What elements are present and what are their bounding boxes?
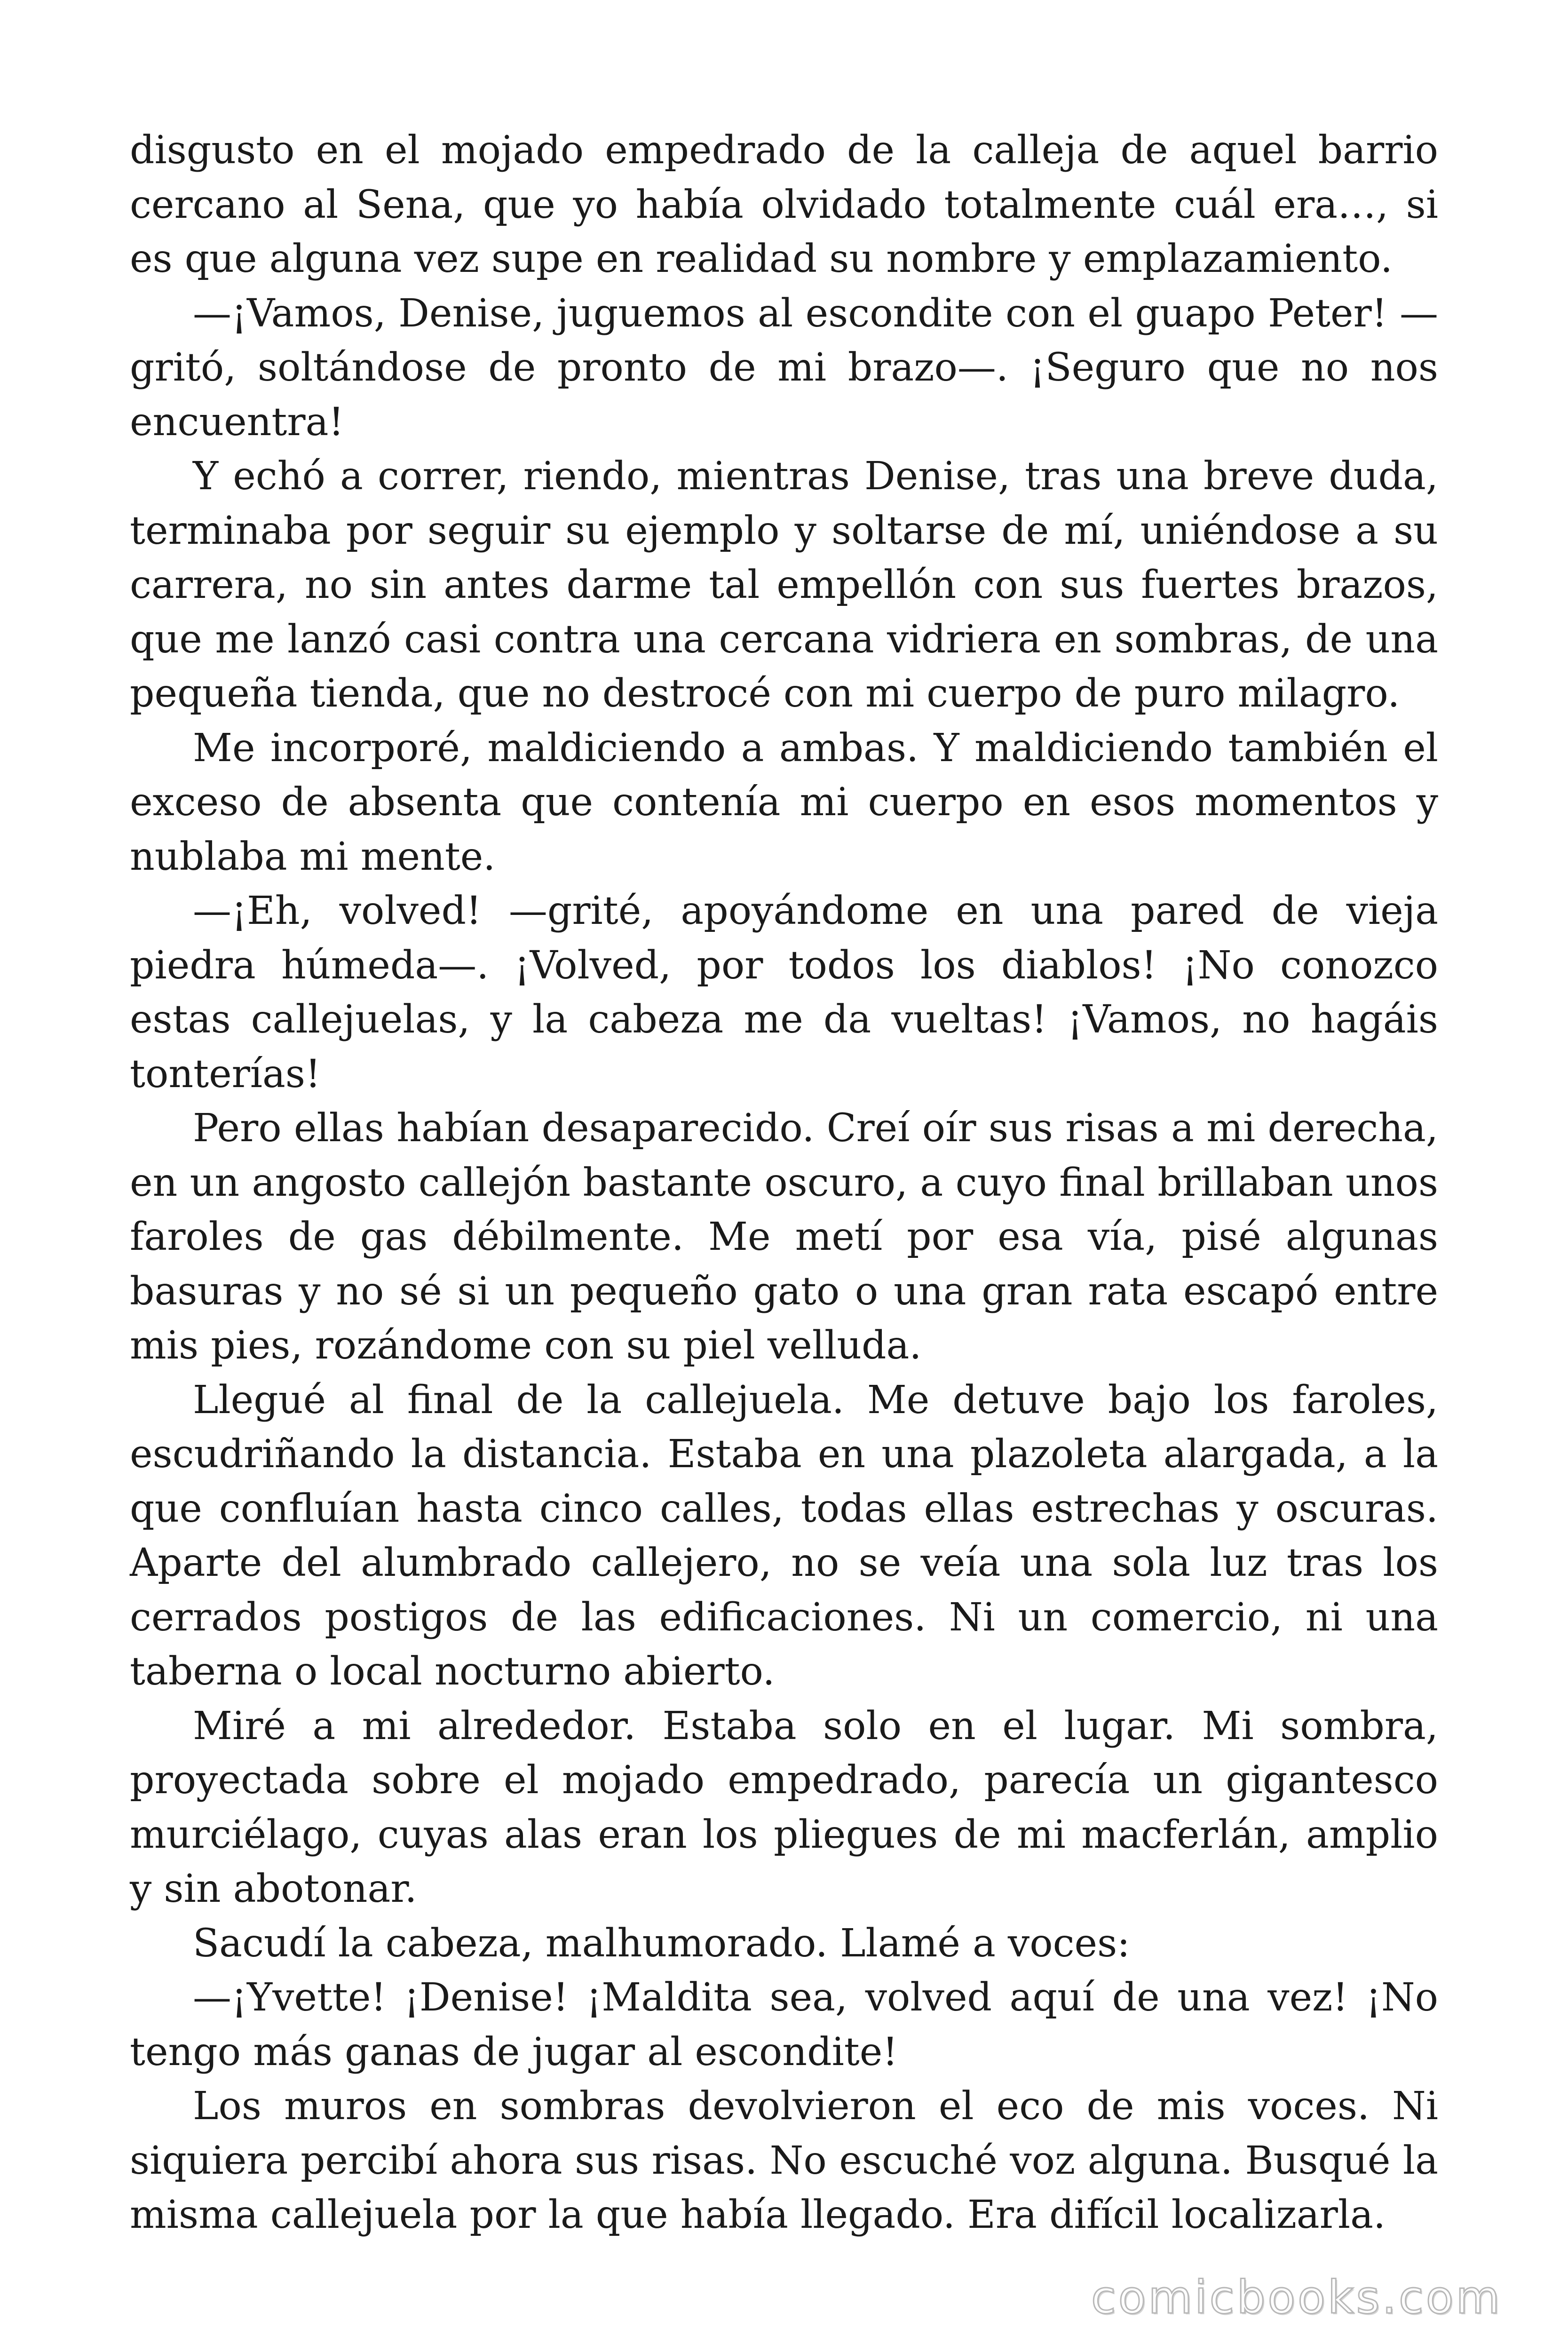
paragraph: Llegué al final de la callejuela. Me detuve bajo los faroles, escudriñando la distancia. Estaba en una plazoleta alargada, a la que confluían hasta cinco calles, todas ellas estrechas y oscuras. Aparte del alumbrado callejero, no se veía una sola luz tras los cerrados postigos de las edificaciones. Ni un comercio, ni una taberna o local nocturno abierto. <box>130 1377 1438 1694</box>
paragraph: —¡Vamos, Denise, juguemos al escondite con el guapo Peter! —gritó, soltándose de pronto de mi brazo—. ¡Seguro que no nos encuentra! <box>130 291 1438 445</box>
paragraph: Los muros en sombras devolvieron el eco de mis voces. Ni siquiera percibí ahora sus risas. No escuché voz alguna. Busqué la misma callejuela por la que había llegado. Era difícil localizarla. <box>130 2084 1438 2237</box>
paragraph: —¡Yvette! ¡Denise! ¡Maldita sea, volved aquí de una vez! ¡No tengo más ganas de jugar al escondite! <box>130 1975 1438 2074</box>
paragraph: —¡Eh, volved! —grité, apoyándome en una pared de vieja piedra húmeda—. ¡Volved, por todos los diablos! ¡No conozco estas callejuelas, y la cabeza me da vueltas! ¡Vamos, no hagáis tonterías! <box>130 889 1438 1097</box>
paragraph: Pero ellas habían desaparecido. Creí oír sus risas a mi derecha, en un angosto callejón bastante oscuro, a cuyo final brillaban unos faroles de gas débilmente. Me metí por esa vía, pisé algunas basuras y no sé si un pequeño gato o una gran rata escapó entre mis pies, rozándome con su piel velluda. <box>130 1106 1438 1368</box>
page-body <box>130 123 1438 2242</box>
watermark: comicbooks.com <box>1091 2271 1502 2324</box>
paragraph: Miré a mi alrededor. Estaba solo en el lugar. Mi sombra, proyectada sobre el mojado empedrado, parecía un gigantesco murciélago, cuyas alas eran los pliegues de mi macferlán, amplio y sin abotonar. <box>130 1703 1438 1911</box>
paragraph: Y echó a correr, riendo, mientras Denise, tras una breve duda, terminaba por seguir su ejemplo y soltarse de mí, uniéndose a su carrera, no sin antes darme tal empellón con sus fuertes brazos, que me lanzó casi contra una cercana vidriera en sombras, de una pequeña tienda, que no destrocé con mi cuerpo de puro milagro. <box>130 454 1438 716</box>
paragraph: Sacudí la cabeza, malhumorado. Llamé a voces: <box>193 1921 1130 1966</box>
paragraph: disgusto en el mojado empedrado de la calleja de aquel barrio cercano al Sena, que yo había olvidado totalmente cuál era…, si es que alguna vez supe en realidad su nombre y emplazamiento. <box>130 128 1438 281</box>
paragraph: Me incorporé, maldiciendo a ambas. Y maldiciendo también el exceso de absenta que contenía mi cuerpo en esos momentos y nublaba mi mente. <box>130 725 1438 879</box>
